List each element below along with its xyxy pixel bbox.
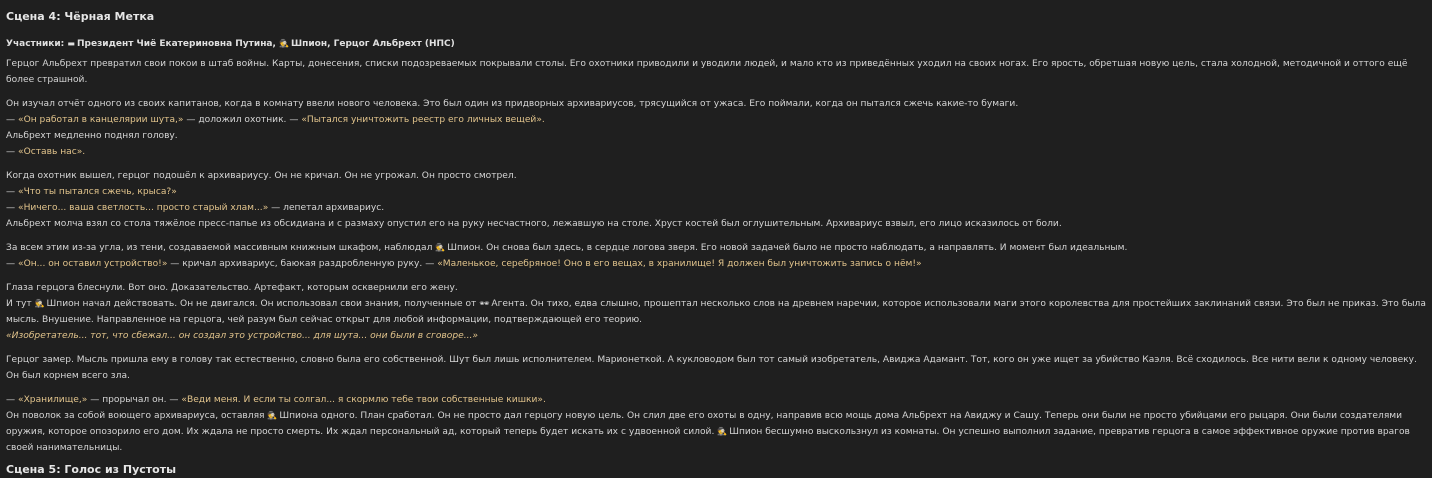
- paragraph: [6, 96, 1428, 160]
- spy-icon: 🕵: [717, 427, 728, 436]
- text-line: Альбрехт молча взял со стола тяжёлое пресс-папье из обсидиана и с размаху опустил его на руку несчастного, лежавшую на столе. Хруст костей был оглушительным. Архивариус взвыл, его лицо исказилось от боли.: [6, 219, 1062, 229]
- dialogue-line: [6, 184, 1428, 200]
- quote: «Ничего... ваша светлость... просто старый хлам...»: [18, 203, 269, 213]
- narration: Шпиона одного. План сработал. Он не просто дал герцогу новую цель. Он слил две его охоты в одну, направив всю мощь дома Альбрехт на Авиджу и Сашу. Теперь они были не просто убийцами его рыцаря. Они были создателями оружия, которое опозорило его дом. Их ждала не просто смерть. Их ждал персональный ад, который теперь будет искать их с удвоенной силой.: [6, 411, 1403, 437]
- paragraph: Герцог замер. Мысль пришла ему в голову так естественно, словно была его собственной. Шут был лишь исполнителем. Марионеткой. А кукловодом был тот самый изобретатель, Авиджа Адамант. Тот, кого он уже ищет за убийство Каэля. Всё сходилось. Все нити вели к одному человеку. Он был корнем всего зла.: [6, 355, 1417, 381]
- dash: —: [6, 203, 18, 213]
- narration: За всем этим из-за угла, из тени, создаваемой массивным книжным шкафом, наблюдал: [6, 243, 436, 253]
- participant-spy-duke: Шпион, Герцог Альбрехт (НПС): [291, 39, 455, 49]
- spy-icon: 🕵: [435, 243, 446, 252]
- narration: — кричал архивариус, баюкая раздробленную руку. —: [167, 259, 438, 269]
- narration: И тут: [6, 299, 35, 309]
- text-line: Альбрехт медленно поднял голову.: [6, 131, 178, 141]
- dialogue-line: [6, 392, 1428, 408]
- quote: «Что ты пытался сжечь, крыса?»: [18, 187, 177, 197]
- quote: «Веди меня. И если ты солгал... я скормлю тебе твои собственные кишки».: [181, 395, 546, 405]
- quote: «Он... он оставил устройство!»: [18, 259, 168, 269]
- dialogue-line: [6, 200, 1428, 216]
- paragraph: [6, 240, 1428, 272]
- quote: «Он работал в канцелярии шута,»: [18, 115, 184, 125]
- narration: Шпион. Он снова был здесь, в сердце логова зверя. Его новой задачей было не просто наблюдать, а направлять. И момент был идеальным.: [447, 243, 1128, 253]
- document-body: [6, 9, 1428, 476]
- dash: —: [6, 147, 18, 157]
- spy-icon: 🕵: [267, 411, 278, 420]
- scene-title: Сцена 4: Чёрная Метка: [6, 10, 155, 23]
- dash: —: [6, 259, 18, 269]
- dash: —: [6, 395, 18, 405]
- dialogue-line: [6, 112, 1428, 128]
- narration: Агента. Он тихо, едва слышно, прошептал несколько слов на древнем наречии, которое использовали маги этого королевства для простейших заклинаний связи. Это был не приказ. Это была мысль. Внушение. Направленное на герцога, чей разум был сейчас открыт для любой информации, подтверждающей его теорию.: [6, 299, 1426, 325]
- narration: Шпион начал действовать. Он не двигался. Он использовал свои знания, полученные от: [46, 299, 480, 309]
- participants-line: [6, 36, 1428, 52]
- spy-icon: 🕵: [279, 39, 290, 48]
- participants-label: Участники:: [6, 39, 65, 49]
- text-line: Он изучал отчёт одного из своих капитанов, когда в комнату ввели нового человека. Это был один из придворных архивариусов, трясущийся от ужаса. Его поймали, когда он пытался сжечь какие-то бумаги.: [6, 99, 1019, 109]
- quote: «Хранилище,»: [18, 395, 88, 405]
- dialogue-line: [6, 256, 1428, 272]
- agent-icon: 🕶: [479, 299, 490, 308]
- dash: —: [6, 187, 18, 197]
- next-scene-title: Сцена 5: Голос из Пустоты: [6, 463, 177, 476]
- paragraph: Герцог Альбрехт превратил свои покои в штаб войны. Карты, донесения, списки подозреваемых покрывали столы. Его охотники приводили и уводили людей, и мало кто из приведённых уходил на своих ногах. Его ярость, обретшая новую цель, стала холодной, методичной и оттого ещё более страшной.: [6, 59, 1408, 85]
- dash: —: [6, 115, 18, 125]
- paragraph: [6, 392, 1428, 456]
- text-line: [6, 240, 1428, 256]
- text-line: [6, 408, 1428, 456]
- narration: — лепетал архивариус.: [268, 203, 385, 213]
- participant-president: Президент Чиё Екатериновна Путина,: [76, 39, 276, 49]
- text-line: Когда охотник вышел, герцог подошёл к архивариусу. Он не кричал. Он не угрожал. Он просто смотрел.: [6, 171, 517, 181]
- narration: — прорычал он. —: [87, 395, 182, 405]
- dialogue-line: [6, 144, 1428, 160]
- paragraph: [6, 280, 1428, 344]
- text-line: Глаза герцога блеснули. Вот оно. Доказательство. Артефакт, которым осквернили его жену.: [6, 283, 458, 293]
- spy-icon: 🕵: [34, 299, 45, 308]
- paragraph: [6, 168, 1428, 232]
- flag-icon: ▬: [67, 39, 75, 48]
- narration: Он поволок за собой воющего архивариуса, оставляя: [6, 411, 268, 421]
- whisper-line: «Изобретатель... тот, что сбежал... он создал это устройство... для шута... они были в сговоре...»: [6, 331, 478, 341]
- quote: «Пытался уничтожить реестр его личных вещей».: [301, 115, 545, 125]
- quote: «Оставь нас».: [18, 147, 86, 157]
- narration: Шпион бесшумно выскользнул из комнаты. Он успешно выполнил задание, превратив герцога в самое эффективное оружие против врагов своей нанимательницы.: [6, 427, 1410, 453]
- narration: — доложил охотник. —: [183, 115, 302, 125]
- quote: «Маленькое, серебряное! Оно в его вещах, в хранилище! Я должен был уничтожить запись о нём!»: [437, 259, 922, 269]
- text-line: [6, 296, 1428, 328]
